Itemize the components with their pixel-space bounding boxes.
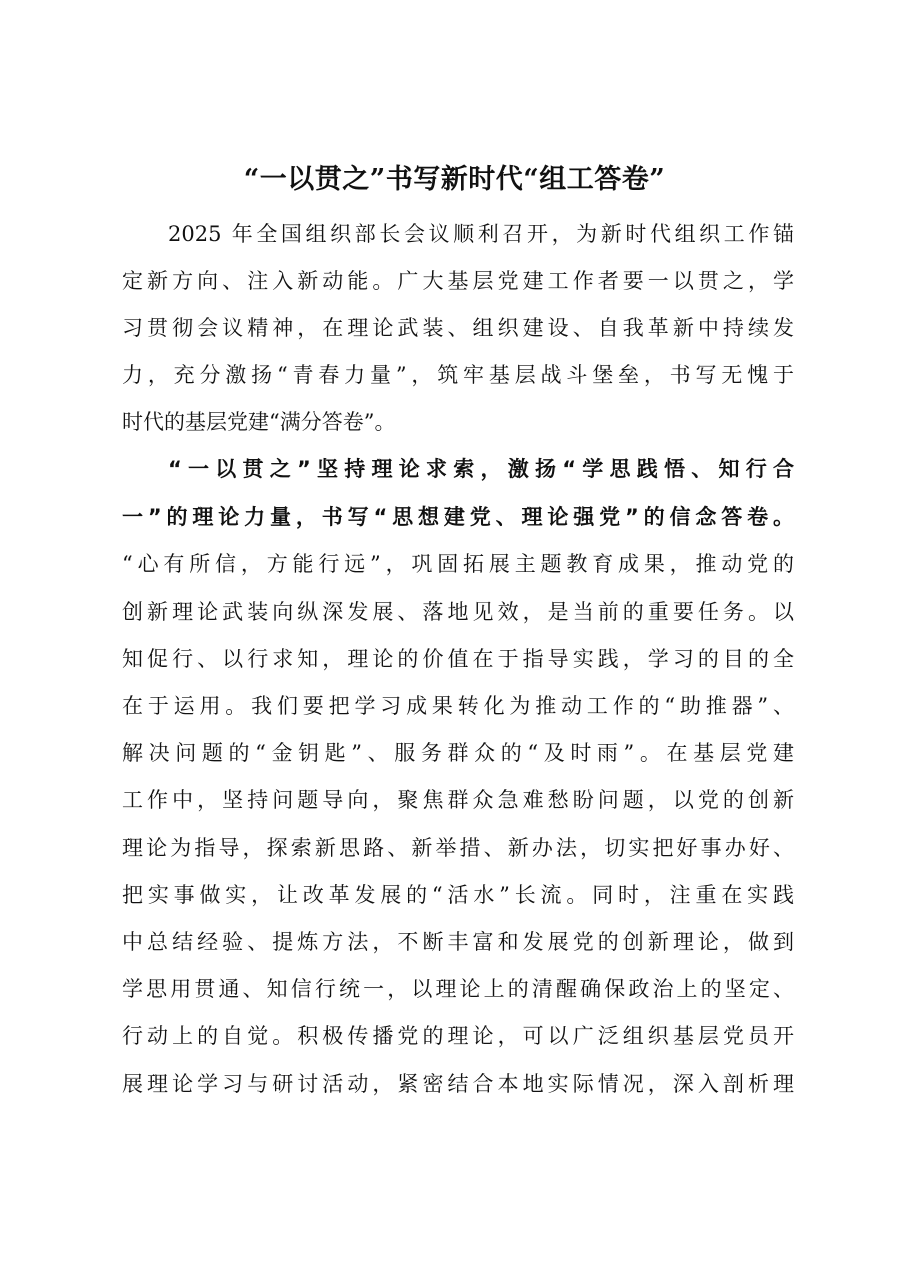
paragraph-line: 理论为指导，探索新思路、新举措、新办法，切实把好事办好、 <box>122 836 794 860</box>
paragraph-line: 时代的基层党建“满分答卷”。 <box>122 410 396 434</box>
paragraph-line: 中总结经验、提炼方法，不断丰富和发展党的创新理论，做到 <box>122 930 794 954</box>
paragraph-line: 展理论学习与研讨活动，紧密结合本地实际情况，深入剖析理 <box>122 1072 794 1096</box>
paragraph-line: 学思用贯通、知信行统一，以理论上的清醒确保政治上的坚定、 <box>122 977 794 1001</box>
paragraph-line: 2025 年全国组织部长会议顺利召开，为新时代组织工作锚 <box>168 222 794 246</box>
paragraph-line: 行动上的自觉。积极传播党的理论，可以广泛组织基层党员开 <box>122 1024 794 1048</box>
paragraph-line: 知促行、以行求知，理论的价值在于指导实践，学习的目的全 <box>122 647 794 671</box>
paragraph-line: 把实事做实，让改革发展的“活水”长流。同时，注重在实践 <box>122 883 794 907</box>
paragraph-line: 工作中，坚持问题导向，聚焦群众急难愁盼问题，以党的创新 <box>122 788 794 812</box>
section-heading-line: 一”的理论力量，书写“思想建党、理论强党”的信念答卷。 <box>122 505 794 529</box>
paragraph-line: 创新理论武装向纵深发展、落地见效，是当前的重要任务。以 <box>122 600 794 624</box>
paragraph-line: 习贯彻会议精神，在理论武装、组织建设、自我革新中持续发 <box>122 316 794 340</box>
document-title: “一以贯之”书写新时代“组工答卷” <box>243 164 666 195</box>
section-heading-line: “一以贯之”坚持理论求索，激扬“学思践悟、知行合 <box>168 457 794 481</box>
paragraph-line: 力，充分激扬“青春力量”，筑牢基层战斗堡垒，书写无愧于 <box>122 363 794 387</box>
paragraph-line: “心有所信，方能行远”，巩固拓展主题教育成果，推动党的 <box>122 552 794 576</box>
paragraph-line: 定新方向、注入新动能。广大基层党建工作者要一以贯之，学 <box>122 269 794 293</box>
paragraph-line: 解决问题的“金钥匙”、服务群众的“及时雨”。在基层党建 <box>122 741 794 765</box>
paragraph-line: 在于运用。我们要把学习成果转化为推动工作的“助推器”、 <box>122 694 794 718</box>
